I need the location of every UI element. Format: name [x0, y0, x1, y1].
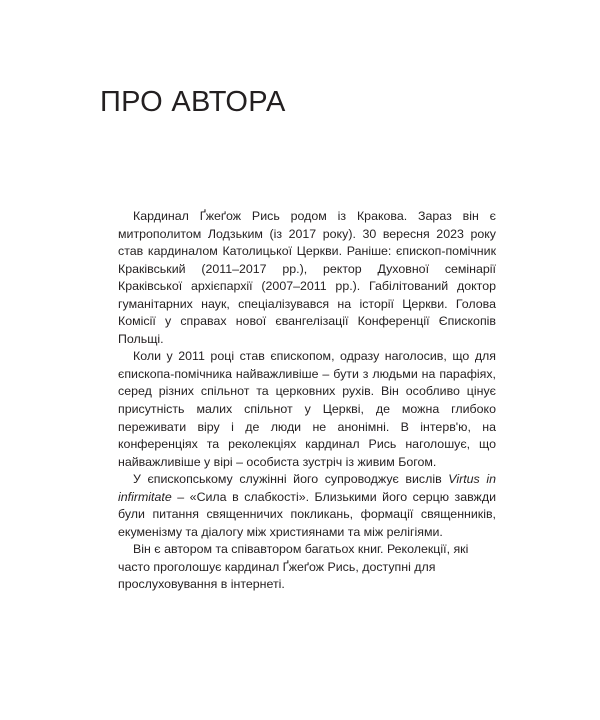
bio-paragraph-2: Коли у 2011 році став єпископом, одразу наголосив, що для єпископа-помічника найважливіше – бути з людьми на парафіях, серед різних спільнот та церковних рухів. Він особливо цінує присутність малих спільнот у Церкві, де можна глибоко переживати віру і де люди не анонімні. В інтерв'ю, на конференціях та реколекціях кардинал Рись наголошує, що найважливіше у вірі – особиста зустріч із живим Богом. — [118, 349, 496, 469]
motto-intro: У єпископському служінні його супроводжує вислів — [133, 472, 449, 487]
page-title: ПРО АВТОРА — [100, 86, 286, 118]
author-bio — [118, 208, 496, 594]
bio-paragraph-1: Кардинал Ґжеґож Рись родом із Кракова. Зараз він є митрополитом Лодзьким (із 2017 року). 30 вересня 2023 року став кардиналом Католицької Церкви. Раніше: єпископ-помічник Краківський (2011–2017 рр.), ректор Духовної семінарії Краківської архієпархії (2007–2011 рр.). Габілітований доктор гуманітарних наук, спеціалізувався на історії Церкви. Голова Комісії у справах нової євангелізації Конференції Єпископів Польщі. — [118, 209, 496, 346]
bio-paragraph-3 — [118, 471, 496, 541]
motto-latin: Virtus in infirmitate — [118, 472, 496, 504]
bio-paragraph-4: Він є автором та співавтором багатьох книг. Реколекції, які часто проголошує кардинал Ґжеґож Рись, доступні для прослуховування в інтернеті. — [118, 542, 469, 592]
motto-rest: – «Сила в слабкості». Близькими його серцю завжди були питання священничих покликань, формації священників, екуменізму та діалогу між християнами та між релігіями. — [118, 489, 496, 539]
